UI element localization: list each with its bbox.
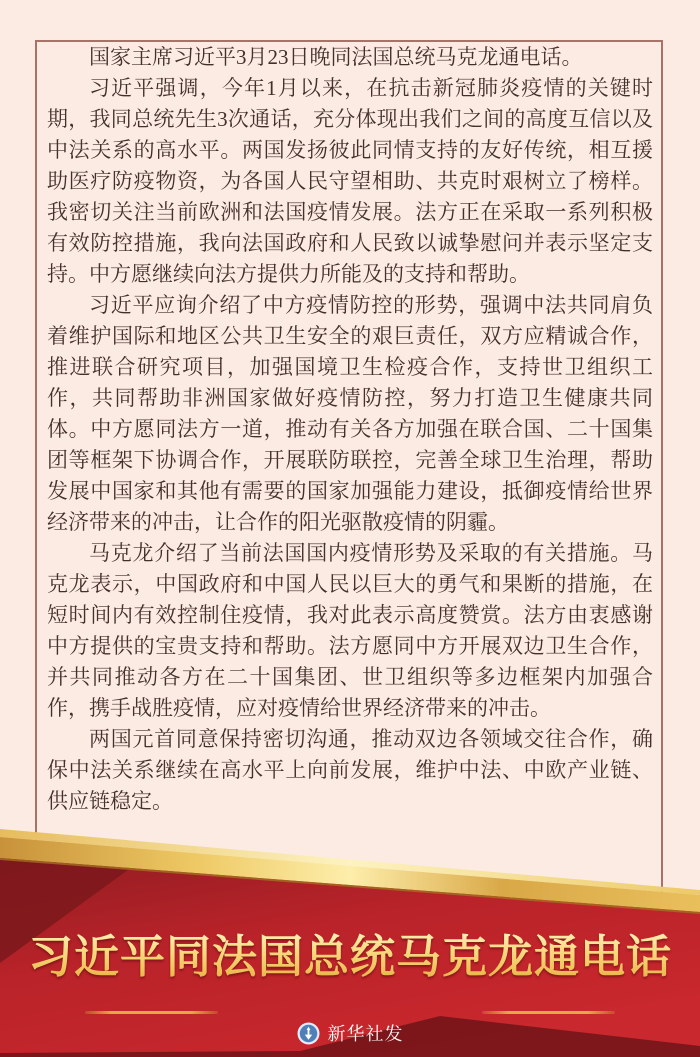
bottom-banner <box>0 820 700 1057</box>
footer-credit <box>0 1020 700 1046</box>
paragraph-macron: 马克龙介绍了当前法国国内疫情形势及采取的有关措施。马克龙表示，中国政府和中国人民以巨大的勇气和果断的措施，在短时间内有效控制住疫情，我对此表示高度赞赏。法方由衷感谢中方提供的宝贵支持和帮助。法方愿同中方开展双边卫生合作，并共同推动各方在二十国集团、世卫组织等多边框架内加强合作，携手战胜疫情，应对疫情给世界经济带来的冲击。 <box>47 541 653 720</box>
separator-line-right <box>482 1011 615 1014</box>
xinhua-emblem-icon <box>297 1022 320 1045</box>
paragraph-lede: 国家主席习近平3月23日晚同法国总统马克龙通电话。 <box>89 45 583 69</box>
article-body <box>47 42 653 817</box>
separator-line-left <box>85 1011 218 1014</box>
paragraph-xi-1: 习近平强调，今年1月以来，在抗击新冠肺炎疫情的关键时期，我同总统先生3次通话，充分体现出我们之间的高度互信以及中法关系的高水平。两国发扬彼此同情支持的友好传统，相互援助医疗防疫物资，为各国人民守望相助、共克时艰树立了榜样。我密切关注当前欧洲和法国疫情发展。法方正在采取一系列积极有效防控措施，我向法国政府和人民致以诚挚慰问并表示坚定支持。中方愿继续向法方提供力所能及的支持和帮助。 <box>47 76 653 286</box>
credit-text: 新华社发 <box>327 1024 404 1044</box>
paragraph-close: 两国元首同意保持密切沟通，推动双边各领域交往合作，确保中法关系继续在高水平上向前发展，维护中法、中欧产业链、供应链稳定。 <box>47 727 653 813</box>
paragraph-xi-2: 习近平应询介绍了中方疫情防控的形势，强调中法共同肩负着维护国际和地区公共卫生安全的艰巨责任，双方应精诚合作，推进联合研究项目，加强国境卫生检疫合作，支持世卫组织工作，共同帮助非洲国家做好疫情防控，努力打造卫生健康共同体。中方愿同法方一道，推动有关各方加强在联合国、二十国集团等框架下协调合作，开展联防联控，完善全球卫生治理，帮助发展中国家和其他有需要的国家加强能力建设，抵御疫情给世界经济带来的冲击，让合作的阳光驱散疫情的阴霾。 <box>47 293 653 534</box>
banner-title: 习近平同法国总统马克龙通电话 <box>0 932 700 982</box>
